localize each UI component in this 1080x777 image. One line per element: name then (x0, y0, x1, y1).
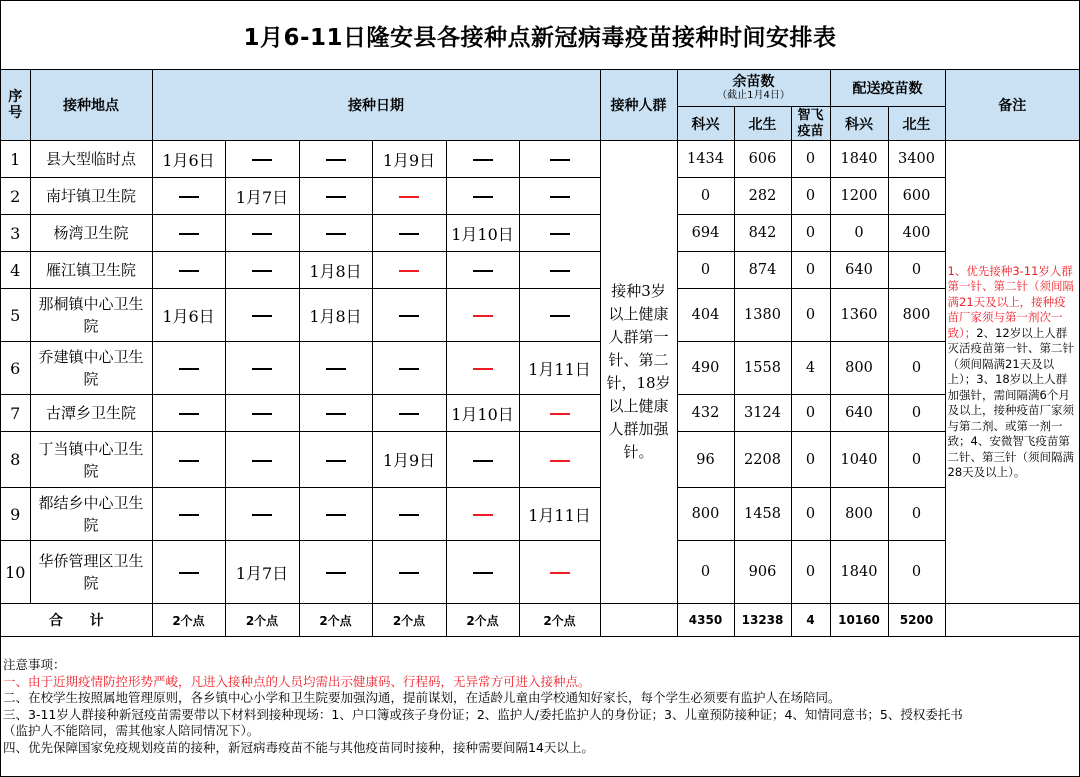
date-none (225, 252, 299, 289)
date-none (152, 488, 225, 541)
delivery-beisheng: 0 (888, 252, 945, 289)
delivery-kexing: 640 (830, 252, 888, 289)
date-none (519, 252, 600, 289)
date-none (446, 141, 519, 178)
date-none (372, 488, 446, 541)
table-row (1, 395, 1079, 432)
date-none (446, 289, 519, 342)
dash-mark (179, 233, 199, 235)
site-name: 乔建镇中心卫生院 (30, 342, 152, 395)
date-none (299, 342, 372, 395)
stock-zhifei: 0 (791, 289, 830, 342)
stock-zhifei: 4 (791, 342, 830, 395)
date-none (299, 541, 372, 604)
table-row (1, 541, 1079, 604)
date-cell: 1月8日 (299, 252, 372, 289)
site-name: 都结乡中心卫生院 (30, 488, 152, 541)
dash-mark (326, 413, 346, 415)
dash-mark (550, 315, 570, 317)
site-name: 南圩镇卫生院 (30, 178, 152, 215)
site-name: 雁江镇卫生院 (30, 252, 152, 289)
stock-kexing: 800 (677, 488, 734, 541)
total-date-count: 2个点 (225, 604, 299, 637)
date-none (299, 395, 372, 432)
dash-mark (252, 514, 272, 516)
date-none (372, 342, 446, 395)
dash-mark (473, 270, 493, 272)
dash-mark (179, 514, 199, 516)
date-none (225, 342, 299, 395)
dash-mark (399, 315, 419, 317)
date-none (446, 178, 519, 215)
notes-section (3, 657, 1077, 756)
stock-beisheng: 1458 (734, 488, 791, 541)
dash-mark (326, 159, 346, 161)
col-header-remarks: 备注 (945, 70, 1079, 141)
dash-mark (252, 159, 272, 161)
delivery-kexing: 1840 (830, 141, 888, 178)
date-none (152, 432, 225, 488)
date-none (152, 541, 225, 604)
date-none (519, 178, 600, 215)
date-cell: 1月7日 (225, 178, 299, 215)
col-header-dates: 接种日期 (152, 70, 600, 141)
stock-kexing: 490 (677, 342, 734, 395)
stock-beisheng: 1558 (734, 342, 791, 395)
stock-zhifei: 0 (791, 178, 830, 215)
row-number: 10 (1, 541, 30, 604)
table-row (1, 488, 1079, 541)
dash-mark (473, 196, 493, 198)
delivery-kexing: 640 (830, 395, 888, 432)
date-none (225, 488, 299, 541)
total-beisheng: 13238 (734, 604, 791, 637)
total-date-count: 2个点 (299, 604, 372, 637)
dash-mark (550, 159, 570, 161)
dash-mark (252, 315, 272, 317)
delivery-beisheng: 400 (888, 215, 945, 252)
delivery-beisheng: 0 (888, 541, 945, 604)
stock-kexing: 0 (677, 541, 734, 604)
stock-beisheng: 874 (734, 252, 791, 289)
row-number: 2 (1, 178, 30, 215)
date-cell: 1月10日 (446, 215, 519, 252)
delivery-kexing: 1840 (830, 541, 888, 604)
delivery-beisheng: 3400 (888, 141, 945, 178)
dash-red-mark (473, 368, 493, 370)
schedule-table (1, 69, 1079, 637)
site-name: 杨湾卫生院 (30, 215, 152, 252)
sub-header-delivery-beisheng: 北生 (888, 107, 945, 141)
date-cell: 1月9日 (372, 141, 446, 178)
note-3-cont: （监护人不能陪同，需其他家人陪同情况下）。 (3, 723, 260, 738)
date-none (225, 215, 299, 252)
date-none (152, 395, 225, 432)
total-row (1, 604, 1079, 637)
sub-header-zhifei: 智飞疫苗 (791, 107, 830, 141)
delivery-beisheng: 0 (888, 395, 945, 432)
date-none (446, 432, 519, 488)
delivery-beisheng: 800 (888, 289, 945, 342)
date-none (225, 141, 299, 178)
dash-mark (326, 572, 346, 574)
row-number: 1 (1, 141, 30, 178)
stock-zhifei: 0 (791, 395, 830, 432)
dash-mark (252, 368, 272, 370)
date-none (152, 342, 225, 395)
total-zhifei: 4 (791, 604, 830, 637)
site-name: 丁当镇中心卫生院 (30, 432, 152, 488)
date-none (519, 141, 600, 178)
note-3: 三、3-11岁人群接种新冠疫苗需要带以下材料到接种现场：1、户口簿或孩子身份证；2、监护人/委托监护人的身份证；3、儿童预防接种证；4、知情同意书；5、授权委托书 (3, 706, 963, 722)
stock-beisheng: 906 (734, 541, 791, 604)
stock-kexing: 432 (677, 395, 734, 432)
stock-zhifei: 0 (791, 541, 830, 604)
date-none (519, 432, 600, 488)
date-none (519, 541, 600, 604)
dash-mark (252, 233, 272, 235)
dash-mark (179, 460, 199, 462)
dash-red-mark (473, 514, 493, 516)
total-date-count: 2个点 (152, 604, 225, 637)
note-2: 二、在校学生按照属地管理原则，各乡镇中心小学和卫生院要加强沟通，提前谋划，在适龄儿童由学校通知好家长，每个学生必须要有监护人在场陪同。 (3, 690, 841, 705)
stock-beisheng: 606 (734, 141, 791, 178)
dash-red-mark (550, 413, 570, 415)
date-none (372, 252, 446, 289)
delivery-kexing: 800 (830, 488, 888, 541)
col-header-delivery: 配送疫苗数 (830, 70, 945, 107)
date-cell: 1月9日 (372, 432, 446, 488)
date-none (372, 215, 446, 252)
stock-beisheng: 842 (734, 215, 791, 252)
delivery-kexing: 800 (830, 342, 888, 395)
col-header-stock (677, 70, 830, 107)
sub-header-delivery-kexing: 科兴 (830, 107, 888, 141)
page-title: 1月6-11日隆安县各接种点新冠病毒疫苗接种时间安排表 (1, 1, 1079, 70)
total-label: 合 计 (1, 604, 152, 637)
dash-mark (399, 413, 419, 415)
dash-mark (252, 460, 272, 462)
stock-kexing: 404 (677, 289, 734, 342)
delivery-beisheng: 0 (888, 488, 945, 541)
dash-mark (550, 196, 570, 198)
row-number: 6 (1, 342, 30, 395)
date-none (519, 215, 600, 252)
row-number: 4 (1, 252, 30, 289)
stock-zhifei: 0 (791, 488, 830, 541)
stock-kexing: 96 (677, 432, 734, 488)
dash-mark (326, 196, 346, 198)
date-none (372, 289, 446, 342)
date-none (152, 215, 225, 252)
table-row (1, 289, 1079, 342)
dash-red-mark (550, 572, 570, 574)
date-none (446, 541, 519, 604)
date-cell: 1月6日 (152, 289, 225, 342)
stock-zhifei: 0 (791, 215, 830, 252)
total-delivery-beisheng: 5200 (888, 604, 945, 637)
date-none (299, 488, 372, 541)
total-kexing: 4350 (677, 604, 734, 637)
dash-mark (326, 368, 346, 370)
date-cell: 1月10日 (446, 395, 519, 432)
table-row (1, 342, 1079, 395)
dash-mark (399, 233, 419, 235)
table-row (1, 178, 1079, 215)
remark-r3: 3、18岁以上人群加强针，需间隔满6个月及以上，接种疫苗厂家须与第二剂、或第一剂一致； (947, 372, 1074, 448)
date-cell: 1月7日 (225, 541, 299, 604)
notes-heading: 注意事项： (3, 657, 66, 672)
dash-mark (326, 514, 346, 516)
dash-mark (399, 572, 419, 574)
date-none (446, 342, 519, 395)
date-none (519, 395, 600, 432)
note-4: 四、优先保障国家免疫规划疫苗的接种，新冠病毒疫苗不能与其他疫苗同时接种，接种需要间隔14天以上。 (3, 739, 594, 755)
stock-beisheng: 3124 (734, 395, 791, 432)
sub-header-beisheng: 北生 (734, 107, 791, 141)
total-date-count: 2个点 (446, 604, 519, 637)
dash-mark (473, 159, 493, 161)
table-row (1, 215, 1079, 252)
date-cell: 1月8日 (299, 289, 372, 342)
total-crowd-empty (600, 604, 677, 637)
date-none (152, 252, 225, 289)
total-delivery-kexing: 10160 (830, 604, 888, 637)
col-header-site: 接种地点 (30, 70, 152, 141)
date-cell: 1月11日 (519, 342, 600, 395)
site-name: 县大型临时点 (30, 141, 152, 178)
date-cell: 1月6日 (152, 141, 225, 178)
date-none (519, 289, 600, 342)
dash-red-mark (399, 270, 419, 272)
stock-zhifei: 0 (791, 252, 830, 289)
dash-mark (473, 460, 493, 462)
dash-mark (179, 196, 199, 198)
col-header-crowd: 接种人群 (600, 70, 677, 141)
row-number: 7 (1, 395, 30, 432)
dash-mark (179, 270, 199, 272)
dash-mark (179, 572, 199, 574)
date-none (299, 215, 372, 252)
delivery-kexing: 1360 (830, 289, 888, 342)
dash-mark (326, 233, 346, 235)
sub-header-kexing: 科兴 (677, 107, 734, 141)
dash-mark (399, 368, 419, 370)
remark-r4: 4、安微智飞疫苗第二针、第三针（须间隔满28天及以上）。 (947, 434, 1074, 479)
dash-mark (252, 413, 272, 415)
remark-r1: 1、优先接种3-11岁人群第一针、第二针（须间隔满21天及以上，接种疫苗厂家须与第一剂次一致）； (947, 263, 1074, 340)
stock-kexing: 0 (677, 252, 734, 289)
delivery-beisheng: 0 (888, 342, 945, 395)
date-none (372, 395, 446, 432)
crowd-text: 接种3岁以上健康人群第一针、第二针，18岁以上健康人群加强针。 (600, 141, 677, 604)
total-remarks-empty (945, 604, 1079, 637)
delivery-beisheng: 600 (888, 178, 945, 215)
dash-mark (473, 572, 493, 574)
date-none (299, 141, 372, 178)
row-number: 9 (1, 488, 30, 541)
stock-kexing: 0 (677, 178, 734, 215)
dash-mark (550, 233, 570, 235)
table-row (1, 432, 1079, 488)
stock-label: 余苗数 (732, 74, 775, 90)
date-none (446, 488, 519, 541)
stock-zhifei: 0 (791, 141, 830, 178)
table-row (1, 141, 1079, 178)
date-none (225, 289, 299, 342)
stock-kexing: 694 (677, 215, 734, 252)
stock-beisheng: 2208 (734, 432, 791, 488)
stock-beisheng: 282 (734, 178, 791, 215)
dash-mark (399, 514, 419, 516)
stock-zhifei: 0 (791, 432, 830, 488)
col-header-seq: 序号 (1, 70, 30, 141)
delivery-beisheng: 0 (888, 432, 945, 488)
date-cell: 1月11日 (519, 488, 600, 541)
date-none (225, 432, 299, 488)
site-name: 古潭乡卫生院 (30, 395, 152, 432)
total-date-count: 2个点 (372, 604, 446, 637)
row-number: 3 (1, 215, 30, 252)
table-row (1, 252, 1079, 289)
dash-mark (550, 270, 570, 272)
row-number: 5 (1, 289, 30, 342)
row-number: 8 (1, 432, 30, 488)
date-none (225, 395, 299, 432)
remark-r2: 2、12岁以上人群灭活疫苗第一针、第二针（须间隔满21天及以上）； (947, 325, 1074, 386)
stock-note: （截止1月4日） (717, 90, 790, 101)
dash-red-mark (399, 196, 419, 198)
delivery-kexing: 1200 (830, 178, 888, 215)
site-name: 那桐镇中心卫生院 (30, 289, 152, 342)
dash-mark (326, 460, 346, 462)
date-none (299, 432, 372, 488)
dash-red-mark (473, 315, 493, 317)
dash-mark (252, 270, 272, 272)
delivery-kexing: 0 (830, 215, 888, 252)
date-none (446, 252, 519, 289)
date-none (372, 541, 446, 604)
remarks-cell (945, 141, 1079, 604)
date-none (299, 178, 372, 215)
date-none (372, 178, 446, 215)
stock-kexing: 1434 (677, 141, 734, 178)
site-name: 华侨管理区卫生院 (30, 541, 152, 604)
dash-mark (179, 368, 199, 370)
total-date-count: 2个点 (519, 604, 600, 637)
note-1: 一、由于近期疫情防控形势严峻，凡进入接种点的人员均需出示健康码、行程码，无异常方可进入接种点。 (3, 673, 591, 689)
delivery-kexing: 1040 (830, 432, 888, 488)
date-none (152, 178, 225, 215)
dash-mark (179, 413, 199, 415)
stock-beisheng: 1380 (734, 289, 791, 342)
dash-red-mark (550, 460, 570, 462)
